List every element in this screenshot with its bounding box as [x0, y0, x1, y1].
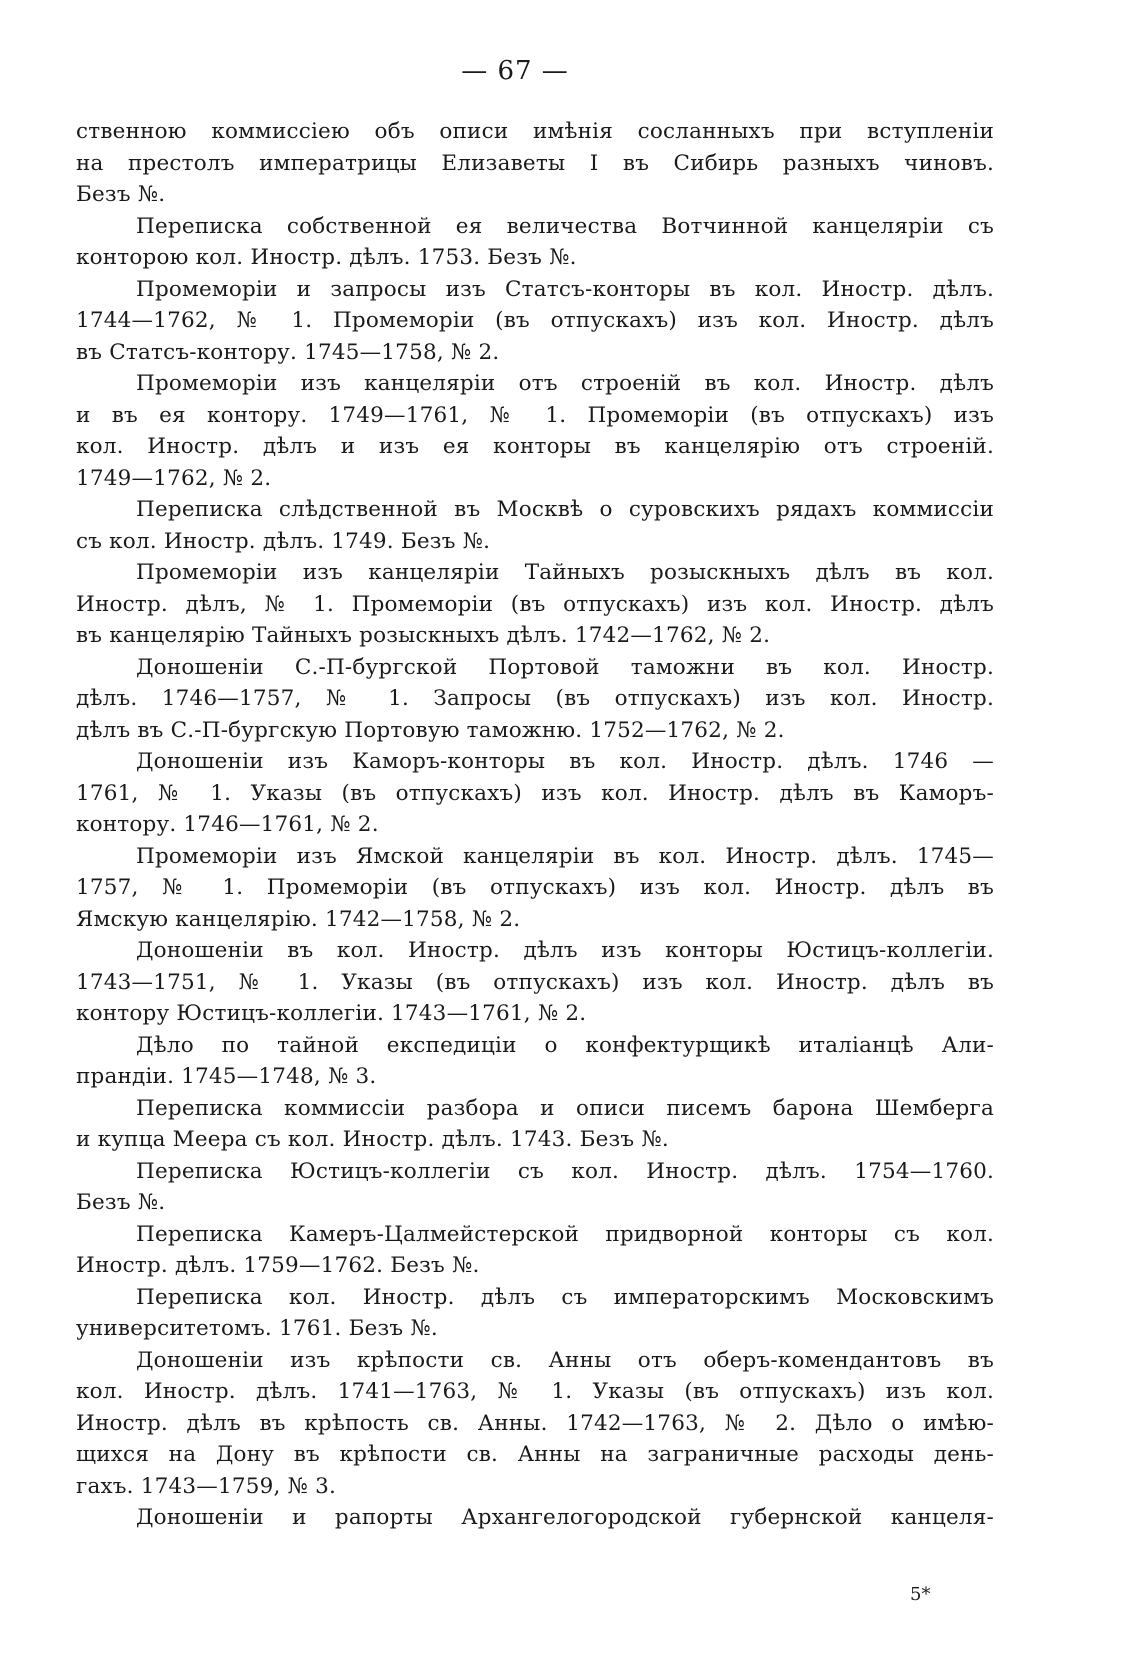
text-line: на престолъ императрицы Елизаветы I въ Сибирь разныхъ чиновъ.: [76, 150, 994, 176]
text-line: въ канцелярію Тайныхъ розыскныхъ дѣлъ. 1742—1762, № 2.: [76, 623, 771, 648]
text-line: кол. Иностр. дѣлъ. 1741—1763, № 1. Указы (въ отпускахъ) изъ кол.: [76, 1379, 994, 1404]
text-line: Промеморіи изъ Ямской канцеляріи въ кол. Иностр. дѣлъ. 1745—: [136, 843, 994, 869]
text-line: Доношеніи изъ крѣпости св. Анны отъ оберъ-комендантовъ въ: [136, 1347, 994, 1373]
text-line: гахъ. 1743—1759, № 3.: [76, 1473, 337, 1499]
text-line: дѣлъ. 1746—1757, № 1. Запросы (въ отпускахъ) изъ кол. Иностр.: [76, 686, 994, 711]
text-line: 1743—1751, № 1. Указы (въ отпускахъ) изъ кол. Иностр. дѣлъ въ: [76, 969, 994, 995]
text-line: 1749—1762, № 2.: [76, 465, 272, 491]
text-line: Доношеніи С.-П-бургской Портовой таможни въ кол. Иностр.: [136, 654, 994, 680]
text-line: Иностр. дѣлъ въ крѣпость св. Анны. 1742—1763, № 2. Дѣло о имѣю-: [76, 1410, 994, 1436]
text-line: контору Юстицъ-коллегіи. 1743—1761, № 2.: [76, 1001, 587, 1026]
text-line: 1757, № 1. Промеморіи (въ отпускахъ) изъ кол. Иностр. дѣлъ въ: [76, 875, 994, 900]
text-line: дѣлъ въ С.-П-бургскую Портовую таможню. 1752—1762, № 2.: [76, 717, 785, 743]
text-line: Промеморіи изъ канцеляріи отъ строеній въ кол. Иностр. дѣлъ: [136, 371, 994, 396]
text-line: Безъ №.: [76, 1190, 166, 1215]
text-line: съ кол. Иностр. дѣлъ. 1749. Безъ №.: [76, 528, 491, 554]
text-line: Безъ №.: [76, 182, 166, 207]
text-line: университетомъ. 1761. Безъ №.: [76, 1316, 438, 1341]
text-line: Переписка кол. Иностр. дѣлъ съ императорскимъ Московскимъ: [136, 1284, 994, 1310]
text-line: Доношеніи въ кол. Иностр. дѣлъ изъ конторы Юстицъ-коллегіи.: [136, 938, 994, 963]
text-line: Иностр. дѣлъ, № 1. Промеморіи (въ отпускахъ) изъ кол. Иностр. дѣлъ: [76, 591, 994, 617]
text-line: Иностр. дѣлъ. 1759—1762. Безъ №.: [76, 1253, 480, 1278]
text-line: прандіи. 1745—1748, № 3.: [76, 1064, 377, 1089]
text-line: и въ ея контору. 1749—1761, № 1. Промеморіи (въ отпускахъ) изъ: [76, 402, 994, 428]
text-line: Переписка Юстицъ-коллегіи съ кол. Иностр. дѣлъ. 1754—1760.: [136, 1158, 994, 1184]
text-line: Промеморіи изъ канцеляріи Тайныхъ розыскныхъ дѣлъ въ кол.: [136, 560, 994, 585]
text-line: кол. Иностр. дѣлъ и изъ ея конторы въ канцелярію отъ строеній.: [76, 434, 994, 459]
text-line: и купца Меера съ кол. Иностр. дѣлъ. 1743. Безъ №.: [76, 1127, 669, 1152]
text-line: Переписка коммиссіи разбора и описи писемъ барона Шемберга: [136, 1095, 994, 1121]
text-line: Доношеніи и рапорты Архангелогородской губернской канцеля-: [136, 1505, 994, 1530]
text-line: Ямскую канцелярію. 1742—1758, № 2.: [76, 906, 521, 932]
text-line: въ Статсъ-контору. 1745—1758, № 2.: [76, 339, 500, 365]
text-line: конторою кол. Иностр. дѣлъ. 1753. Безъ №.: [76, 245, 577, 270]
text-line: Переписка собственной ея величества Вотчинной канцеляріи съ: [136, 213, 994, 239]
text-line: контору. 1746—1761, № 2.: [76, 812, 379, 837]
text-line: щихся на Дону въ крѣпости св. Анны на заграничные расходы день-: [76, 1442, 994, 1467]
text-line: Промеморіи и запросы изъ Статсъ-конторы въ кол. Иностр. дѣлъ.: [136, 276, 994, 302]
body-text: [76, 116, 994, 1534]
text-line: 1761, № 1. Указы (въ отпускахъ) изъ кол. Иностр. дѣлъ въ Каморъ-: [76, 780, 994, 806]
text-line: ственною коммиссіею объ описи имѣнія сосланныхъ при вступленіи: [76, 119, 994, 144]
text-line: Дѣло по тайной експедиціи о конфектурщикѣ италіанцѣ Али-: [136, 1032, 994, 1058]
text-line: Переписка слѣдственной въ Москвѣ о суровскихъ рядахъ коммиссіи: [136, 497, 994, 522]
text-line: Переписка Камеръ-Цалмейстерской придворной конторы съ кол.: [136, 1221, 994, 1247]
signature-mark: 5*: [910, 1584, 931, 1605]
text-line: 1744—1762, № 1. Промеморіи (въ отпускахъ) изъ кол. Иностр. дѣлъ: [76, 308, 994, 333]
page-number: — 67 —: [461, 56, 569, 86]
text-line: Доношеніи изъ Каморъ-конторы въ кол. Иностр. дѣлъ. 1746 —: [136, 749, 994, 774]
